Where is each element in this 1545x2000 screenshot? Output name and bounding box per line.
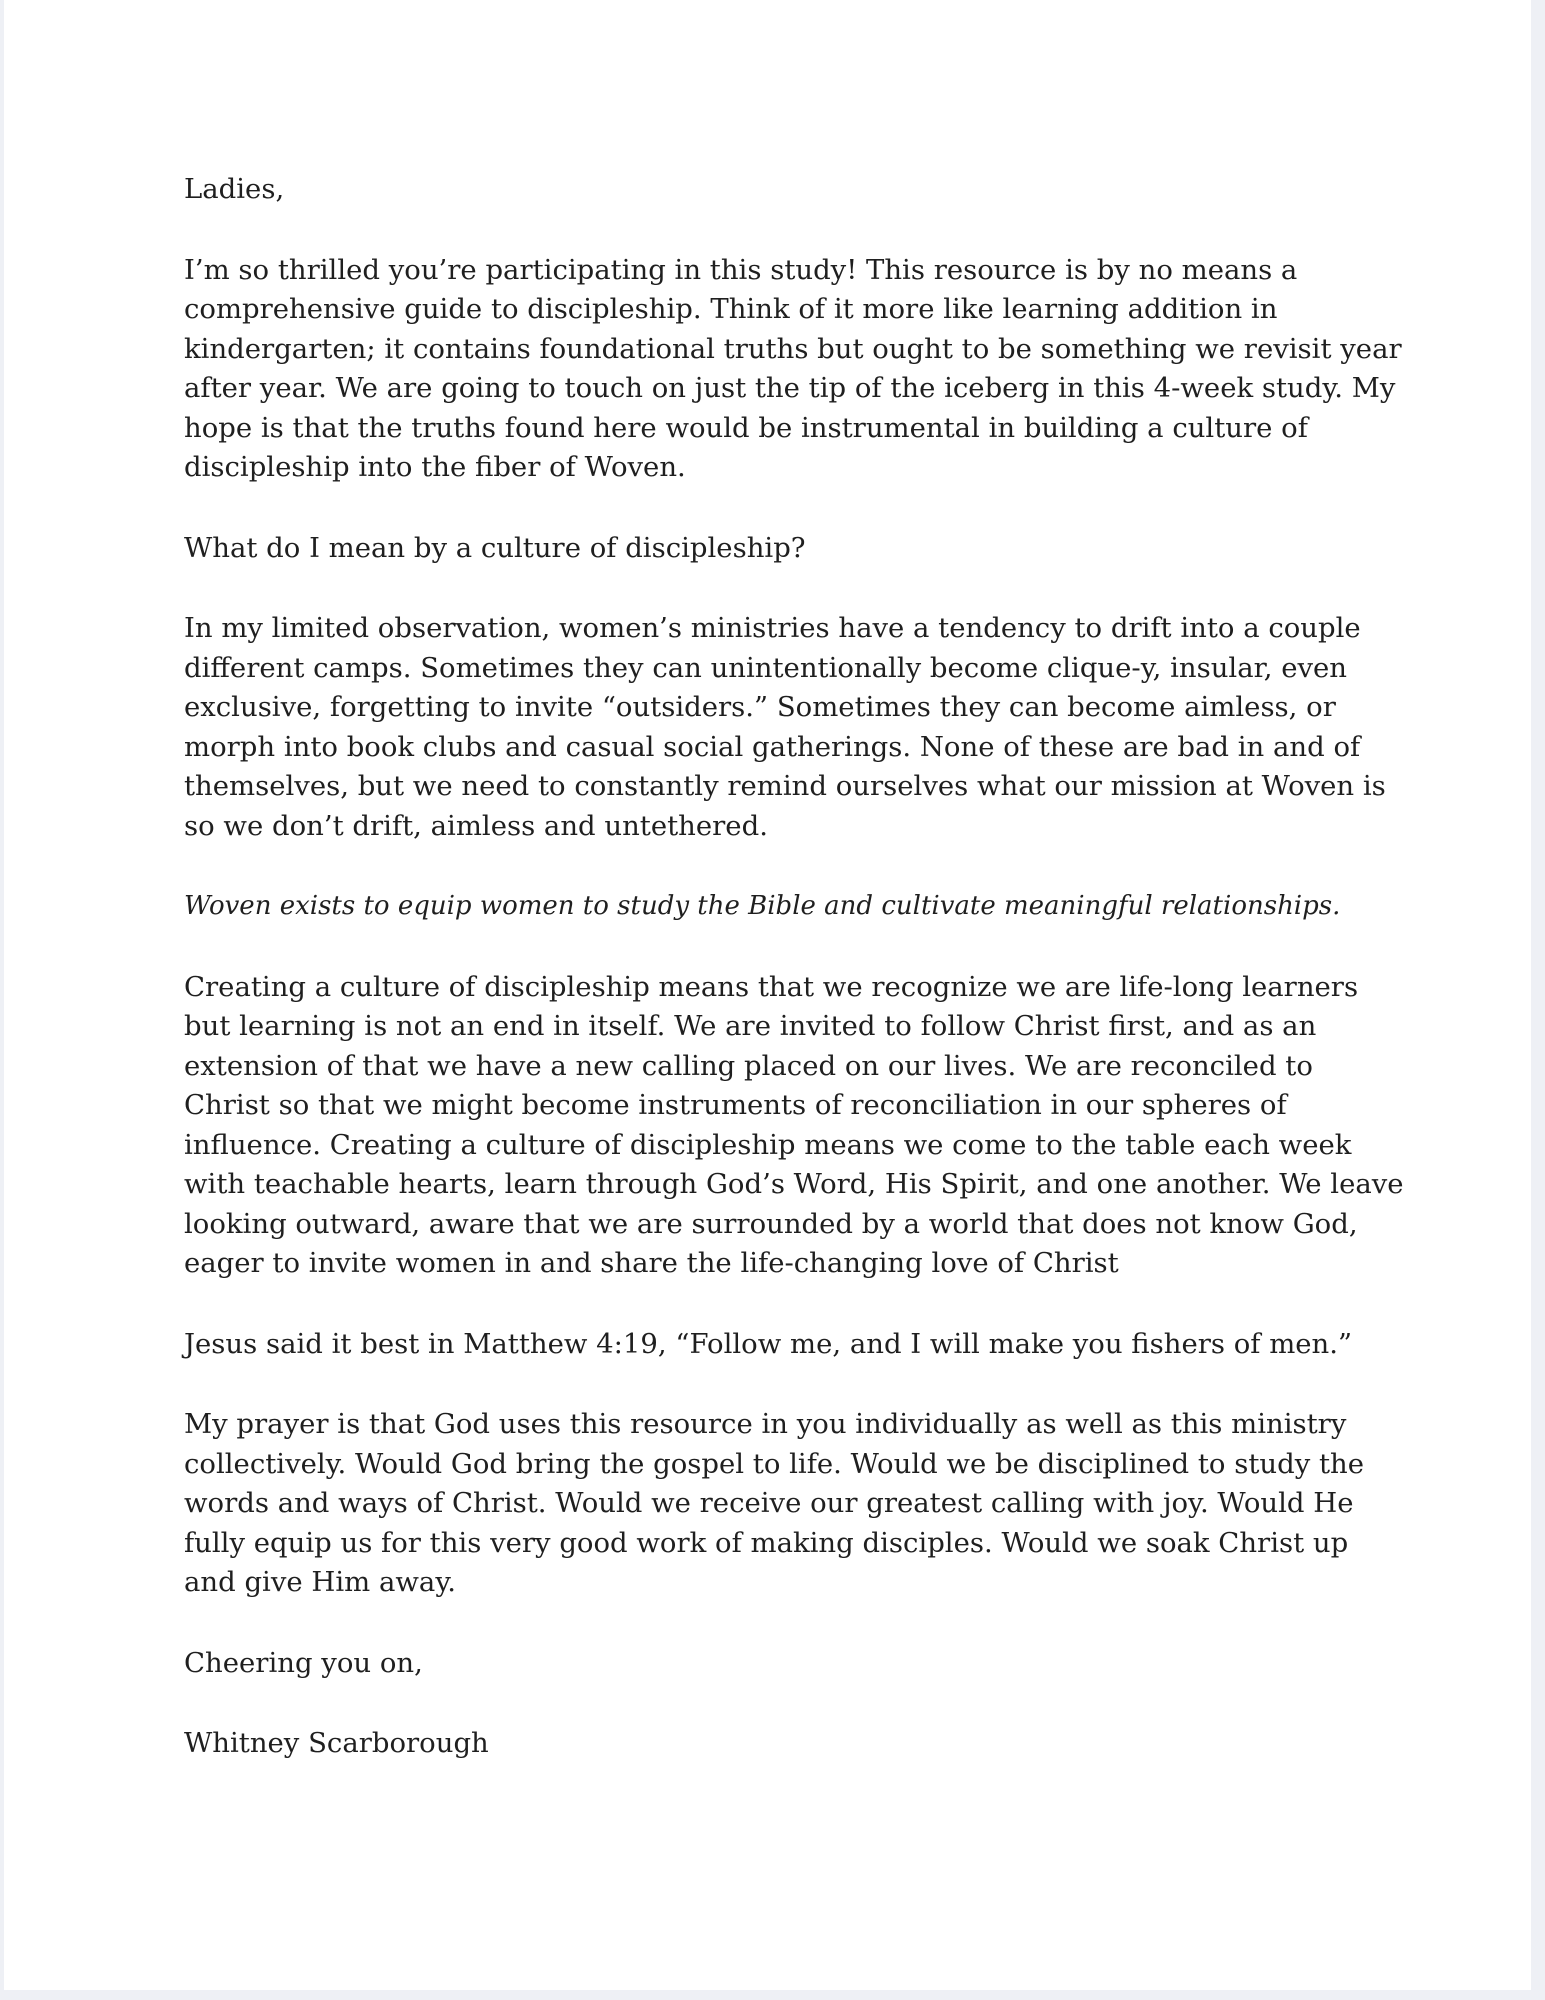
signature: Whitney Scarborough (184, 1727, 489, 1759)
intro-paragraph: I’m so thrilled you’re participating in this study! This resource is by no means a comprehensive guide to discipleship. Think of it more like learning addition in kindergarten; it contains foundational truths but ought to be something we revisit year after year. We are going to touch on just the tip of the iceberg in this 4-week study. My hope is that the truths found here would be instrumental in building a culture of discipleship into the fiber of Woven. (184, 253, 1402, 483)
scripture-quote: Jesus said it best in Matthew 4:19, “Follow me, and I will make you fishers of men.” (184, 1327, 1353, 1360)
discipleship-paragraph: Creating a culture of discipleship means that we recognize we are life-long learners but learning is not an end in itself. We are invited to follow Christ first, and as an extension of that we have a new calling placed on our lives. We are reconciled to Christ so that we might become instruments of reconciliation in our spheres of influence. Creating a culture of discipleship means we come to the table each week with teachable hearts, learn through God’s Word, His Spirit, and one another. We leave looking outward, aware that we are surrounded by a world that does not know God, eager to invite women in and share the life-changing love of Christ (184, 970, 1404, 1279)
closing-line: Cheering you on, (184, 1646, 423, 1679)
letter-body (184, 170, 1404, 1805)
observation-paragraph: In my limited observation, women’s ministries have a tendency to drift into a couple different camps. Sometimes they can unintentionally become clique-y, insular, even exclusive, forgetting to invite “outsiders.” Sometimes they can become aimless, or morph into book clubs and casual social gatherings. None of these are bad in and of themselves, but we need to constantly remind ourselves what our mission at Woven is so we don’t drift, aimless and untethered. (184, 612, 1386, 842)
document-page (4, 0, 1531, 1990)
prayer-paragraph: My prayer is that God uses this resource in you individually as well as this ministry collectively. Would God bring the gospel to life. Would we be disciplined to study the words and ways of Christ. Would we receive our greatest calling with joy. Would He fully equip us for this very good work of making disciples. Would we soak Christ up and give Him away. (184, 1408, 1365, 1598)
salutation: Ladies, (184, 173, 285, 205)
question-line: What do I mean by a culture of discipleship? (184, 531, 806, 564)
mission-statement: Woven exists to equip women to study the Bible and cultivate meaningful relationships. (184, 891, 1341, 921)
